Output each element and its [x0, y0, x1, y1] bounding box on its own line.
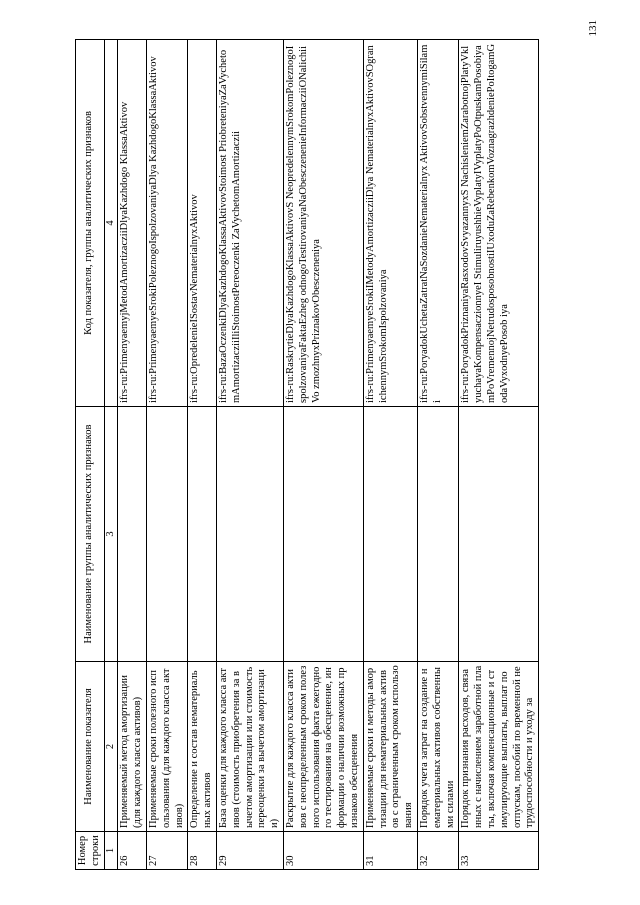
- column-number-row: [104, 40, 118, 870]
- row-number: 27: [146, 832, 187, 870]
- table-row: [216, 40, 283, 870]
- group-name: [283, 407, 363, 662]
- indicator-code: ifrs-ru:PrimenyaemyjMetodAmortizacziiDlyaKazhdogo KlassaAktivov: [118, 40, 147, 407]
- indicator-code: ifrs-ru:PrimenyaemyeSrokiPoleznogoIspolzovaniyaDlya KazhdogoKlassaAktivov: [146, 40, 187, 407]
- indicators-table: [75, 39, 539, 870]
- table-row: [363, 40, 417, 870]
- group-name: [216, 407, 283, 662]
- indicator-name: Порядок учета затрат на создание нематериальных активов собственными силами: [417, 662, 458, 832]
- indicator-code: ifrs-ru:PoryadokUchetaZatratNaSozdanieNematerialnyx AktivovSobstvennymiSilami: [417, 40, 458, 407]
- group-name: [188, 407, 217, 662]
- column-number: 2: [104, 662, 118, 832]
- table-row: [188, 40, 217, 870]
- rotated-document: [75, 20, 615, 870]
- group-name: [417, 407, 458, 662]
- header-row: [76, 40, 105, 870]
- group-name: [363, 407, 417, 662]
- indicator-name: Раскрытие для каждого класса активов с неопределенным сроком полезного использования факта ежегодного тестирования на обесценение, информации о наличии возможных признаков обесценения: [283, 662, 363, 832]
- indicator-name: Применяемые сроки полезного использования (для каждого класса активов): [146, 662, 187, 832]
- indicator-code: ifrs-ru:PoryadokPriznaniyaRasxodovSvyazannyxS NachisleniemZarabotnojPlatyVklyuchayaKompensaczionnyeI StimuliruyushhieVyplatyIVyplatyPoOtpuskamPosobiyamPoVremennojNetrudosposobnostiIUxoduZaRebenkomVoznagrazhdeniePoItogamGodaVyxodnyePosob iya: [459, 40, 539, 407]
- table-row: [283, 40, 363, 870]
- table-row: [459, 40, 539, 870]
- table-row: [146, 40, 187, 870]
- row-number: 32: [417, 832, 458, 870]
- column-number: 4: [104, 40, 118, 407]
- table-row: [417, 40, 458, 870]
- indicator-name: Определение и состав нематериальных активов: [188, 662, 217, 832]
- indicator-code: ifrs-ru:PrimenyaemyeSrokiIMetodyAmortizacziiDlya NematerialnyxAktivovSOgranichennymSrokomIspolzovaniya: [363, 40, 417, 407]
- row-number: 33: [459, 832, 539, 870]
- page-number: 131: [587, 20, 599, 37]
- header-indicator-code: Код показателя, группы аналитических признаков: [76, 40, 105, 407]
- indicator-code: ifrs-ru:BazaOczenkiDlyaKazhdogoKlassaAktivovStoimost PriobreteniyaZaVychetomAmortizacziiIliStoimostPereoczenki ZaVychetomAmortizaczii: [216, 40, 283, 407]
- row-number: 28: [188, 832, 217, 870]
- indicator-code: ifrs-ru:RaskrytieDlyaKazhdogoKlassaAktivovS NeopredelennymSrokomPoleznogoIspolzovaniyaFaktaEzheg odnogoTestirovaniyaNaObesczenenieInformacziiONalichiiVo zmozhnyxPriznakovObesczeneniya: [283, 40, 363, 407]
- group-name: [118, 407, 147, 662]
- indicator-code: ifrs-ru:OpredelenieISostavNematerialnyxAktivov: [188, 40, 217, 407]
- indicator-name: Порядок признания расходов, связанных с начислением заработной платы, включая компенсационные и стимулирующие выплаты, выплат по отпускам, пособий по временной нетрудоспособности и уходу за: [459, 662, 539, 832]
- indicator-name: База оценки для каждого класса активов (стоимость приобретения за вычетом амортизации или стоимость переоценки за вычетом амортизации): [216, 662, 283, 832]
- table-row: [118, 40, 147, 870]
- column-number: 1: [104, 832, 118, 870]
- row-number: 26: [118, 832, 147, 870]
- row-number: 31: [363, 832, 417, 870]
- header-row-number: Номер строки: [76, 832, 105, 870]
- row-number: 29: [216, 832, 283, 870]
- header-group-name: Наименование группы аналитических признаков: [76, 407, 105, 662]
- indicator-name: Применяемые сроки и методы амортизации для нематериальных активов с ограниченным сроком использования: [363, 662, 417, 832]
- indicator-name: Применяемый метод амортизации (для каждого класса активов): [118, 662, 147, 832]
- row-number: 30: [283, 832, 363, 870]
- column-number: 3: [104, 407, 118, 662]
- group-name: [459, 407, 539, 662]
- group-name: [146, 407, 187, 662]
- header-indicator-name: Наименование показателя: [76, 662, 105, 832]
